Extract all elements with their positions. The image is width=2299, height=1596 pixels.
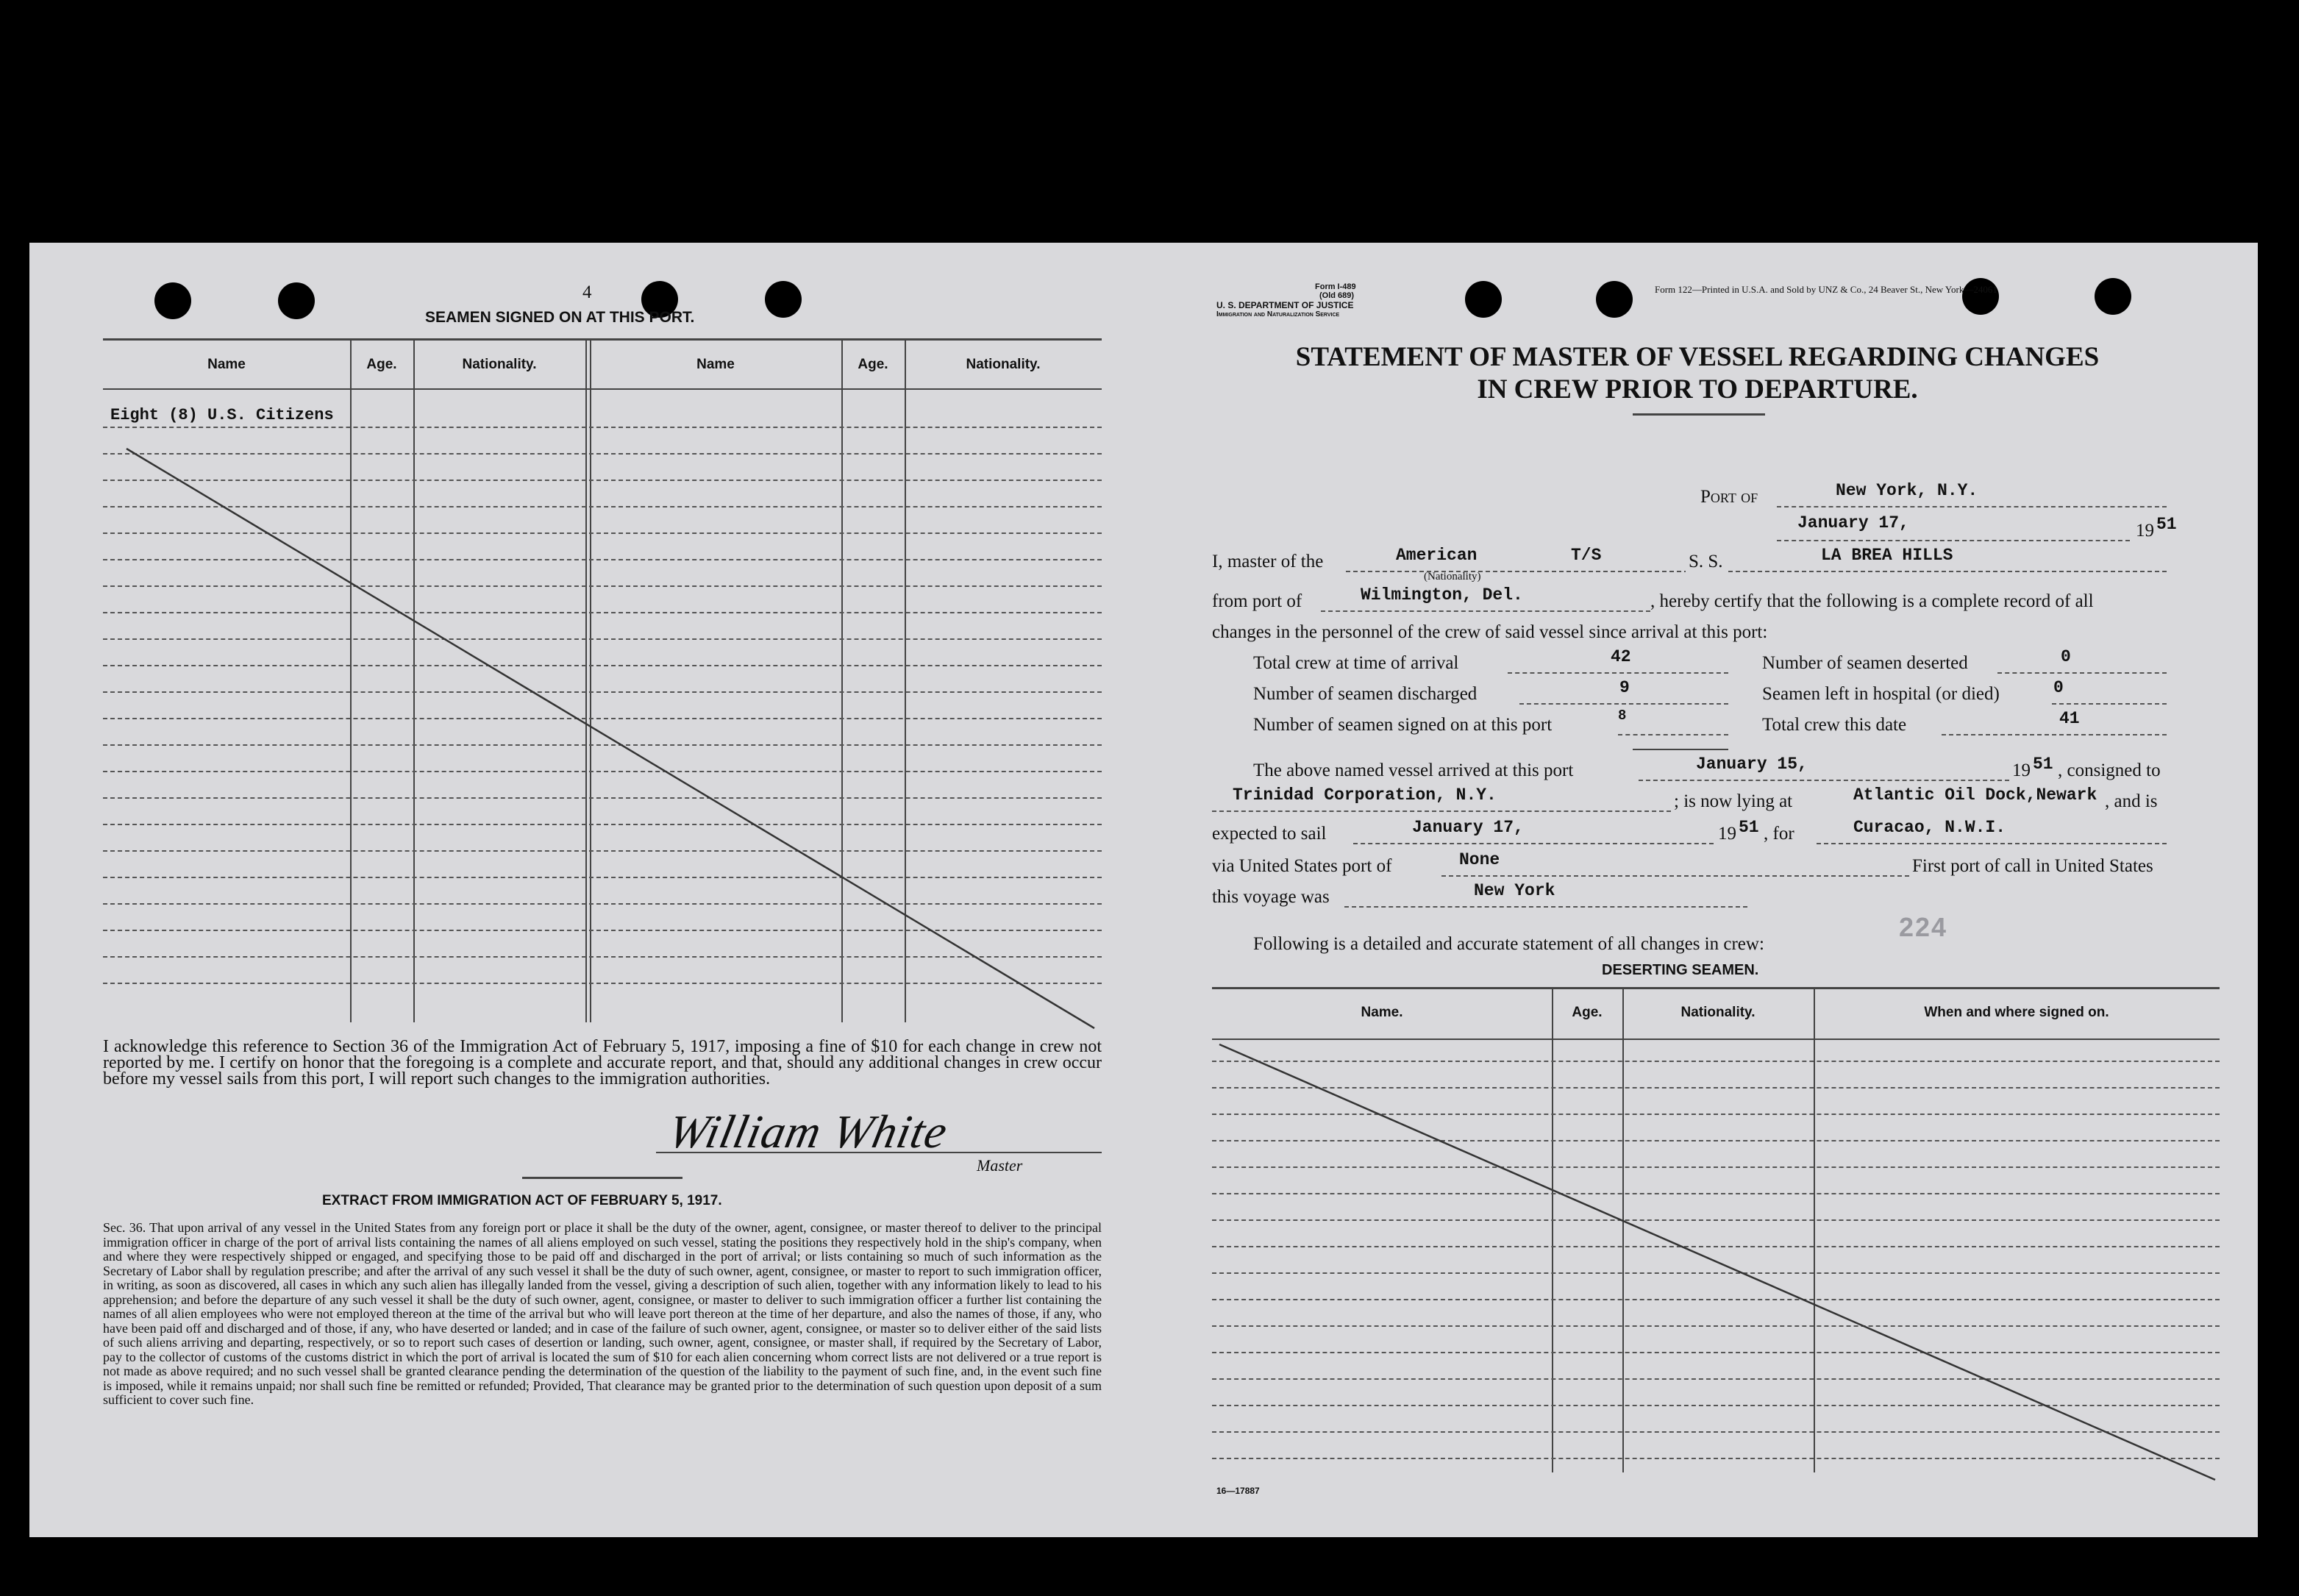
vessel-type: T/S xyxy=(1571,546,1602,565)
consignee-value: Trinidad Corporation, N.Y. xyxy=(1233,785,1497,805)
lying-label: ; is now lying at xyxy=(1674,791,1793,811)
and-is-label: , and is xyxy=(2105,791,2158,811)
ss-label: S. S. xyxy=(1686,552,1726,572)
via-value: None xyxy=(1459,850,1500,869)
signed-on-value: 8 xyxy=(1618,708,1627,724)
nationality-value: American xyxy=(1396,546,1478,565)
deserting-seamen-title: DESERTING SEAMEN. xyxy=(1602,962,1759,978)
lying-value: Atlantic Oil Dock,Newark xyxy=(1853,785,2097,805)
vessel-name: LA BREA HILLS xyxy=(1821,546,1953,565)
year-prefix: 19 xyxy=(2136,521,2154,541)
column-header-name: Name. xyxy=(1361,1005,1403,1020)
hospital-value: 0 xyxy=(2053,678,2064,697)
signature-caption: Master xyxy=(977,1156,1023,1175)
form-title-line2: IN CREW PRIOR TO DEPARTURE. xyxy=(1477,374,1918,405)
table-row-entry: Eight (8) U.S. Citizens xyxy=(110,406,334,424)
following-text: Following is a detailed and accurate statement of all changes in crew: xyxy=(1253,934,1764,954)
sail-year: 51 xyxy=(1739,818,1759,837)
sail-label: expected to sail xyxy=(1212,824,1327,844)
port-label: Port of xyxy=(1700,487,1758,507)
section-title: SEAMEN SIGNED ON AT THIS PORT. xyxy=(425,309,695,326)
year-value: 51 xyxy=(2156,515,2177,534)
total-today-value: 41 xyxy=(2059,709,2080,728)
port-value: New York, N.Y. xyxy=(1836,481,1978,500)
deserted-label: Number of seamen deserted xyxy=(1762,653,1968,673)
acknowledgement-text: I acknowledge this reference to Section 36 of the Immigration Act of February 5, 1917, imposing a fine of $10 for each change in crew not reported by me. I certify on honor that the foregoing is a complete and accurate report, and that, should any additional changes in crew occur before my vessel sails from this port, I will report such changes to the immigration authorities. xyxy=(103,1037,1102,1089)
date-value: January 17, xyxy=(1797,513,1909,532)
from-port-value: Wilmington, Del. xyxy=(1361,585,1523,605)
form-old-number: (Old 689) xyxy=(1319,291,1355,300)
deserted-value: 0 xyxy=(2061,647,2071,666)
footer-code: 16—17887 xyxy=(1216,1486,1260,1496)
hospital-label: Seamen left in hospital (or died) xyxy=(1762,684,2000,704)
signed-on-label: Number of seamen signed on at this port xyxy=(1253,715,1553,735)
form-title-line1: STATEMENT OF MASTER OF VESSEL REGARDING CHANGES xyxy=(1295,342,2100,372)
for-value: Curacao, N.W.I. xyxy=(1853,818,2006,837)
discharged-label: Number of seamen discharged xyxy=(1253,684,1478,704)
via-label: via United States port of xyxy=(1212,856,1392,876)
certify-text-continued: changes in the personnel of the crew of said vessel since arrival at this port: xyxy=(1212,622,1768,642)
nationality-caption: (Nationality) xyxy=(1424,571,1481,583)
total-crew-value: 42 xyxy=(1611,647,1631,666)
total-crew-label: Total crew at time of arrival xyxy=(1253,653,1459,673)
column-header-nationality: Nationality. xyxy=(966,357,1041,372)
voyage-value: New York xyxy=(1474,881,1555,900)
printer-credit: Form 122—Printed in U.S.A. and Sold by UNZ & Co., 24 Beaver St., New York—24061 xyxy=(1655,284,1997,295)
department-name: U. S. DEPARTMENT OF JUSTICE xyxy=(1216,300,1354,310)
column-header-age: Age. xyxy=(366,357,397,372)
column-header-age: Age. xyxy=(858,357,888,372)
certify-text: , hereby certify that the following is a complete record of all xyxy=(1650,591,2094,611)
arrived-year-prefix: 19 xyxy=(2012,760,2031,780)
sail-value: January 17, xyxy=(1412,818,1524,837)
column-header-name: Name xyxy=(696,357,735,372)
page-number: 4 xyxy=(582,282,592,302)
column-header-when-where-signed: When and where signed on. xyxy=(1924,1005,2109,1020)
extract-text: Sec. 36. That upon arrival of any vessel in the United States from any foreign port or place it shall be the duty of the owner, agent, consignee, or master thereof to deliver to the principal immigration officer in charge of the port of arrival lists containing the names of all aliens employed on such vessel, stating the positions they respectively hold in the ship's company, when and where they were respectively shipped or engaged, and specifying those to be paid off and discharged in the port of arrival; or lists containing so much of such information as the Secretary of Labor shall by regulation prescribe; and after the arrival of any such vessel it shall be the duty of such owner, agent, consignee, or master to report to such immigration officer, in writing, as soon as discovered, all cases in which any such alien has illegally landed from the vessel, giving a description of such alien, together with any information likely to lead to his apprehension; and before the departure of any such vessel it shall be the duty of such owner, agent, consignee, or master to deliver to such immigration officer a further list containing the names of all alien employees who were not employed thereon at the time of the arrival but who will leave port thereon at the time of her departure, and also the names of those, if any, who have been paid off and discharged and of those, if any, who have deserted or landed; and in case of the failure of such owner, agent, consignee, or master so to deliver either of the said lists of such aliens arriving and departing, respectively, or so to report such cases of desertion or landing, such owner, agent, consignee, or master shall, if required by the Secretary of Labor, pay to the collector of customs of the customs district in which the port of arrival is located the sum of $10 for each alien concerning whom correct lists are not delivered or a true report is not made as above required; and no such vessel shall be granted clearance pending the determination of the question of the liability to the payment of such fine, and, in the event such fine is imposed, while it remains unpaid; nor shall such fine be remitted or refunded; Provided, That clearance may be granted prior to the determination of such question upon deposit of a sum sufficient to cover such fine. xyxy=(103,1220,1102,1407)
extract-title: EXTRACT FROM IMMIGRATION ACT OF FEBRUARY 5, 1917. xyxy=(322,1193,722,1208)
from-port-label: from port of xyxy=(1212,591,1302,611)
arrived-year: 51 xyxy=(2033,755,2053,774)
column-header-nationality: Nationality. xyxy=(462,357,537,372)
discharged-value: 9 xyxy=(1619,678,1630,697)
first-call-label: First port of call in United States xyxy=(1912,856,2153,876)
arrived-label: The above named vessel arrived at this port xyxy=(1253,760,1574,780)
voyage-label: this voyage was xyxy=(1212,887,1330,907)
sail-year-prefix: 19 xyxy=(1718,824,1736,844)
total-today-label: Total crew this date xyxy=(1762,715,1907,735)
arrived-value: January 15, xyxy=(1696,755,1808,774)
stamp-number: 224 xyxy=(1899,912,1948,942)
column-header-age: Age. xyxy=(1572,1005,1603,1020)
form-number: Form I-489 xyxy=(1315,282,1356,291)
service-name: Immigration and Naturalization Service xyxy=(1216,310,1340,318)
master-label: I, master of the xyxy=(1212,552,1324,571)
consigned-label: , consigned to xyxy=(2058,760,2161,780)
master-signature: William White xyxy=(663,1105,953,1158)
document-sheet xyxy=(29,243,2258,1537)
column-header-name: Name xyxy=(207,357,246,372)
column-header-nationality: Nationality. xyxy=(1680,1005,1756,1020)
cancel-strike-line xyxy=(29,243,2258,1493)
for-label: , for xyxy=(1764,824,1794,844)
